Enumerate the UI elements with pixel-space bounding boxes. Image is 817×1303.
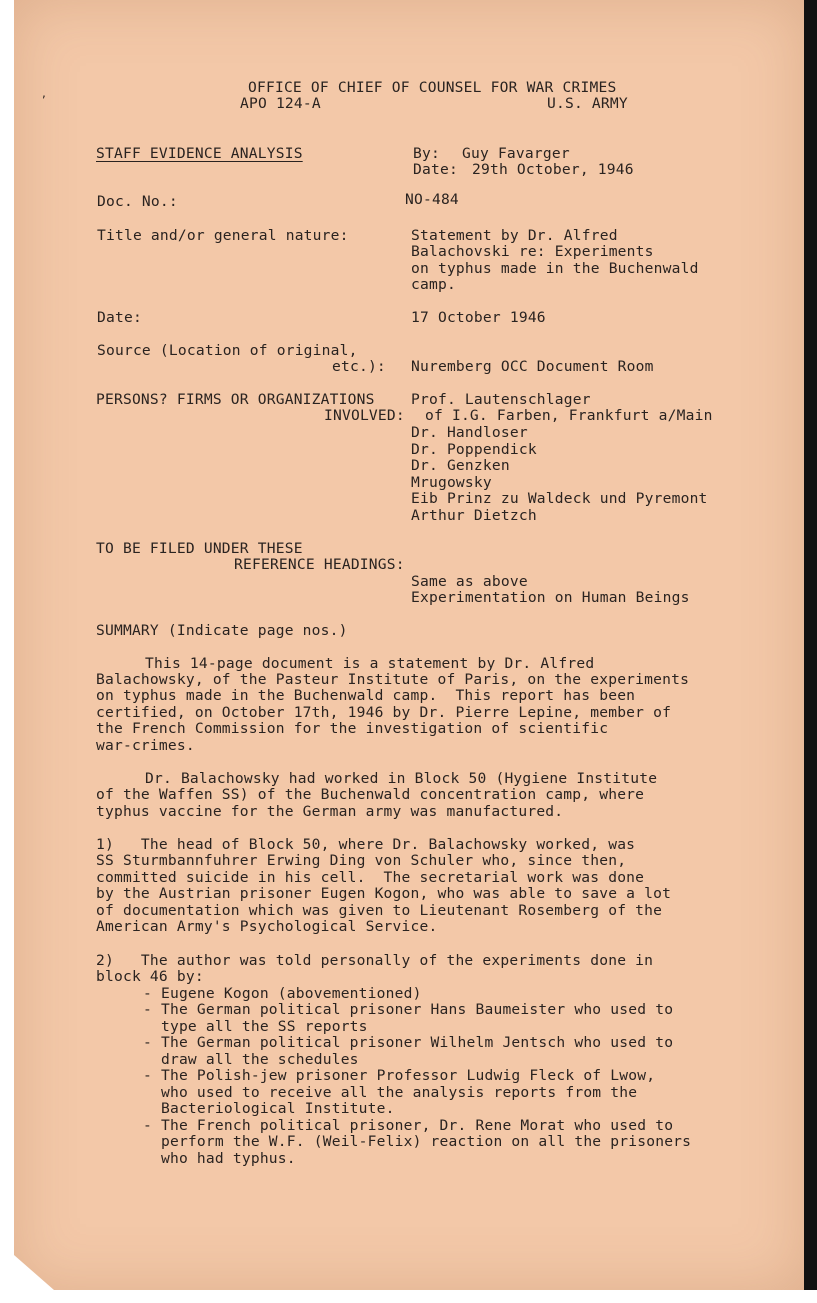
apo-number: APO 124-A — [240, 95, 321, 112]
person-entry: Arthur Dietzch — [411, 507, 537, 524]
person-entry: Mrugowsky — [411, 474, 492, 491]
summary-label: SUMMARY (Indicate page nos.) — [96, 622, 348, 639]
title-line: camp. — [411, 276, 456, 293]
torn-corner — [14, 1255, 54, 1290]
person-entry: Dr. Poppendick — [411, 441, 537, 458]
bullet-line: draw all the schedules — [143, 1051, 359, 1068]
title-label: Title and/or general nature: — [97, 227, 349, 244]
bullet-line: - The German political prisoner Wilhelm Jentsch who used to — [143, 1034, 674, 1051]
summary-line: committed suicide in his cell. The secretarial work was done — [96, 869, 645, 886]
by-value: Guy Favarger — [462, 145, 570, 162]
filed-label: TO BE FILED UNDER THESE — [96, 540, 303, 557]
doc-no-value: NO-484 — [405, 191, 459, 208]
person-entry: Dr. Handloser — [411, 424, 528, 441]
person-entry: Eib Prinz zu Waldeck und Pyremont — [411, 490, 708, 507]
army-label: U.S. ARMY — [547, 95, 628, 112]
source-value: Nuremberg OCC Document Room — [411, 358, 654, 375]
person-entry: Prof. Lautenschlager — [411, 391, 591, 408]
office-heading: OFFICE OF CHIEF OF COUNSEL FOR WAR CRIMES — [248, 79, 617, 96]
persons-label: PERSONS? FIRMS OR ORGANIZATIONS — [96, 391, 375, 408]
summary-line: American Army's Psychological Service. — [96, 918, 438, 935]
title-line: Statement by Dr. Alfred — [411, 227, 618, 244]
summary-line: block 46 by: — [96, 968, 204, 985]
analysis-title: STAFF EVIDENCE ANALYSIS — [96, 145, 303, 162]
analysis-date-label: Date: — [413, 161, 458, 178]
source-label: Source (Location of original, — [97, 342, 358, 359]
summary-line: of the Waffen SS) of the Buchenwald concentration camp, where — [96, 786, 645, 803]
bullet-line: perform the W.F. (Weil-Felix) reaction on all the prisoners — [143, 1133, 692, 1150]
doc-no-label: Doc. No.: — [97, 193, 178, 210]
filed-label-cont: REFERENCE HEADINGS: — [234, 556, 405, 573]
bullet-line: type all the SS reports — [143, 1018, 368, 1035]
bullet-line: who used to receive all the analysis reports from the — [143, 1084, 638, 1101]
title-line: on typhus made in the Buchenwald — [411, 260, 699, 277]
title-line: Balachovski re: Experiments — [411, 243, 654, 260]
by-label: By: — [413, 145, 440, 162]
summary-line: war-crimes. — [96, 737, 195, 754]
summary-line: 2) The author was told personally of the experiments done in — [96, 952, 654, 969]
person-entry: Dr. Genzken — [411, 457, 510, 474]
heading-entry: Same as above — [411, 573, 528, 590]
bullet-line: - The French political prisoner, Dr. Rene Morat who used to — [143, 1117, 674, 1134]
bullet-line: Bacteriological Institute. — [143, 1100, 395, 1117]
summary-line: the French Commission for the investigation of scientific — [96, 720, 609, 737]
scan-edge-bottom — [0, 1290, 817, 1303]
heading-entry: Experimentation on Human Beings — [411, 589, 690, 606]
summary-line: certified, on October 17th, 1946 by Dr. Pierre Lepine, member of — [96, 704, 672, 721]
summary-line: typhus vaccine for the German army was manufactured. — [96, 803, 564, 820]
bullet-line: - The Polish-jew prisoner Professor Ludwig Fleck of Lwow, — [143, 1067, 656, 1084]
summary-line: This 14-page document is a statement by Dr. Alfred — [145, 655, 595, 672]
bullet-line: - The German political prisoner Hans Baumeister who used to — [143, 1001, 674, 1018]
source-label-cont: etc.): — [332, 358, 386, 375]
persons-label-cont: INVOLVED: — [324, 407, 405, 424]
summary-line: Balachowsky, of the Pasteur Institute of Paris, on the experiments — [96, 671, 690, 688]
hole-punch-mark: , — [42, 86, 46, 100]
summary-line: of documentation which was given to Lieutenant Rosemberg of the — [96, 902, 663, 919]
summary-line: 1) The head of Block 50, where Dr. Balachowsky worked, was — [96, 836, 636, 853]
summary-line: on typhus made in the Buchenwald camp. This report has been — [96, 687, 636, 704]
summary-line: Dr. Balachowsky had worked in Block 50 (Hygiene Institute — [145, 770, 658, 787]
bullet-line: who had typhus. — [143, 1150, 296, 1167]
person-entry: of I.G. Farben, Frankfurt a/Main — [425, 407, 713, 424]
summary-line: by the Austrian prisoner Eugen Kogon, who was able to save a lot — [96, 885, 672, 902]
scan-edge-right — [804, 0, 817, 1303]
doc-date-label: Date: — [97, 309, 142, 326]
doc-date-value: 17 October 1946 — [411, 309, 546, 326]
analysis-date-value: 29th October, 1946 — [472, 161, 634, 178]
summary-line: SS Sturmbannfuhrer Erwing Ding von Schuler who, since then, — [96, 852, 627, 869]
bullet-line: - Eugene Kogon (abovementioned) — [143, 985, 422, 1002]
